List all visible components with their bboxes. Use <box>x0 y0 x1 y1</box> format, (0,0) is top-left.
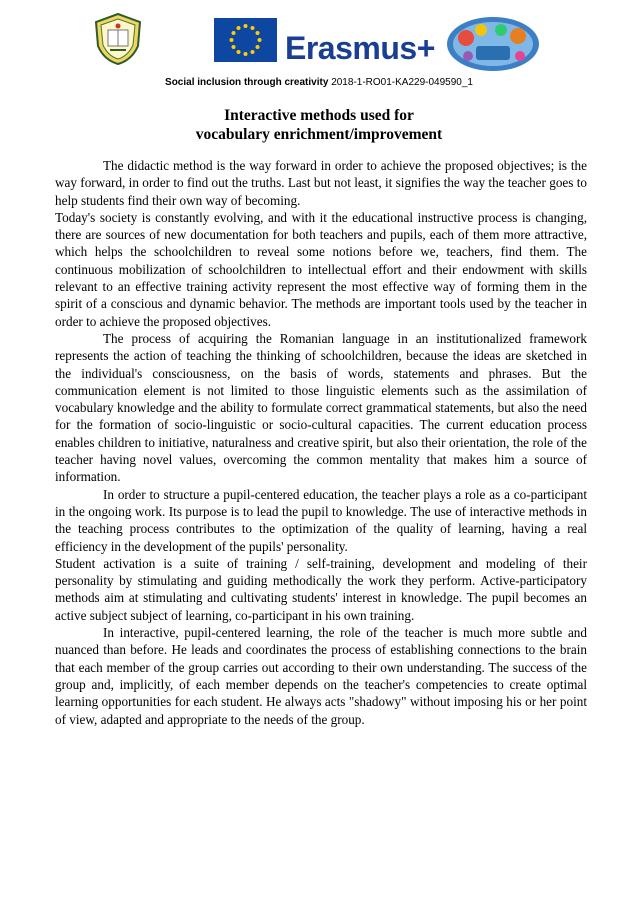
paragraph-4: In order to structure a pupil-centered education, the teacher plays a role as a co-participant in the ongoing work. Its purpose is to lead the pupil to knowledge. The use of interactive methods in the teaching process contributes to the optimization of the quality of learning, having a real efficiency in the development of the pupils' personality. <box>55 486 587 554</box>
paragraph-1: The didactic method is the way forward in order to achieve the proposed objectives; is the way forward, in order to find out the truths. Last but not least, it signifies the way the teacher goes to help students find their own way of becoming. <box>55 158 587 208</box>
paragraph-3: The process of acquiring the Romanian language in an institutionalized framework represents the action of teaching the thinking of schoolchildren, because the ideas are sketched in the individual's consciousness, on the basis of words, statements and phrases. But the communication element is not limited to those linguistic elements such as the assimilation of vocabulary knowledge and the ability to formulate correct grammatical statements, but also the need for the formation of socio-linguistic or socio-cultural capacities. The current education process enables children to initiative, naturalness and creative spirit, but also their orientation, the role of the teacher having novel values, overcoming the common mentality that makes him a source of information. <box>55 330 587 485</box>
project-info-line <box>0 77 638 89</box>
document-body <box>55 157 587 728</box>
title-line-2: vocabulary enrichment/improvement <box>195 126 443 143</box>
paragraph-5: Student activation is a suite of training / self-training, development and modeling of their personality by stimulating and guiding methodically the work they perform. Active-participatory methods aim at stimulating and cultivating students' interest in knowledge. The pupil becomes an active subject subject of learning, co-participant in his own training. <box>55 555 587 623</box>
paragraph-6: In interactive, pupil-centered learning, the role of the teacher is much more subtle and nuanced than before. He leads and coordinates the process of establishing connections to the brain that each member of the group carries out according to their own understanding. The success of the group and, implicitly, of each member depends on the teacher's competencies to create optimal learning opportunities for each student. He always acts "shadowy" without imposing his or her point of view, adapted and appropriate to the needs of the group. <box>55 625 587 727</box>
eu-flag-icon <box>214 18 277 62</box>
paragraph-2: Today's society is constantly evolving, and with it the educational instructive process is changing, there are sources of new documentation for both teachers and pupils, each of them more attractive, which helps the schoolchildren to reveal some notions before we, teachers, find them. The continuous mobilization of schoolchildren to intellectual effort and their endowment with skills relevant to an effective training activity represent the most effective way of forming them in the spirit of a conscious and dynamic behavior. The methods are important tools used by the teacher in order to achieve the proposed objectives. <box>55 209 587 329</box>
erasmus-wordmark: Erasmus+ <box>285 30 435 66</box>
school-crest-logo-icon <box>92 12 144 66</box>
document-title <box>0 106 638 144</box>
project-logo-icon <box>446 16 540 72</box>
project-code: 2018-1-RO01-KA229-049590_1 <box>331 77 473 88</box>
header-logos <box>0 8 638 72</box>
title-line-1: Interactive methods used for <box>224 107 414 124</box>
project-name: Social inclusion through creativity <box>165 77 329 88</box>
